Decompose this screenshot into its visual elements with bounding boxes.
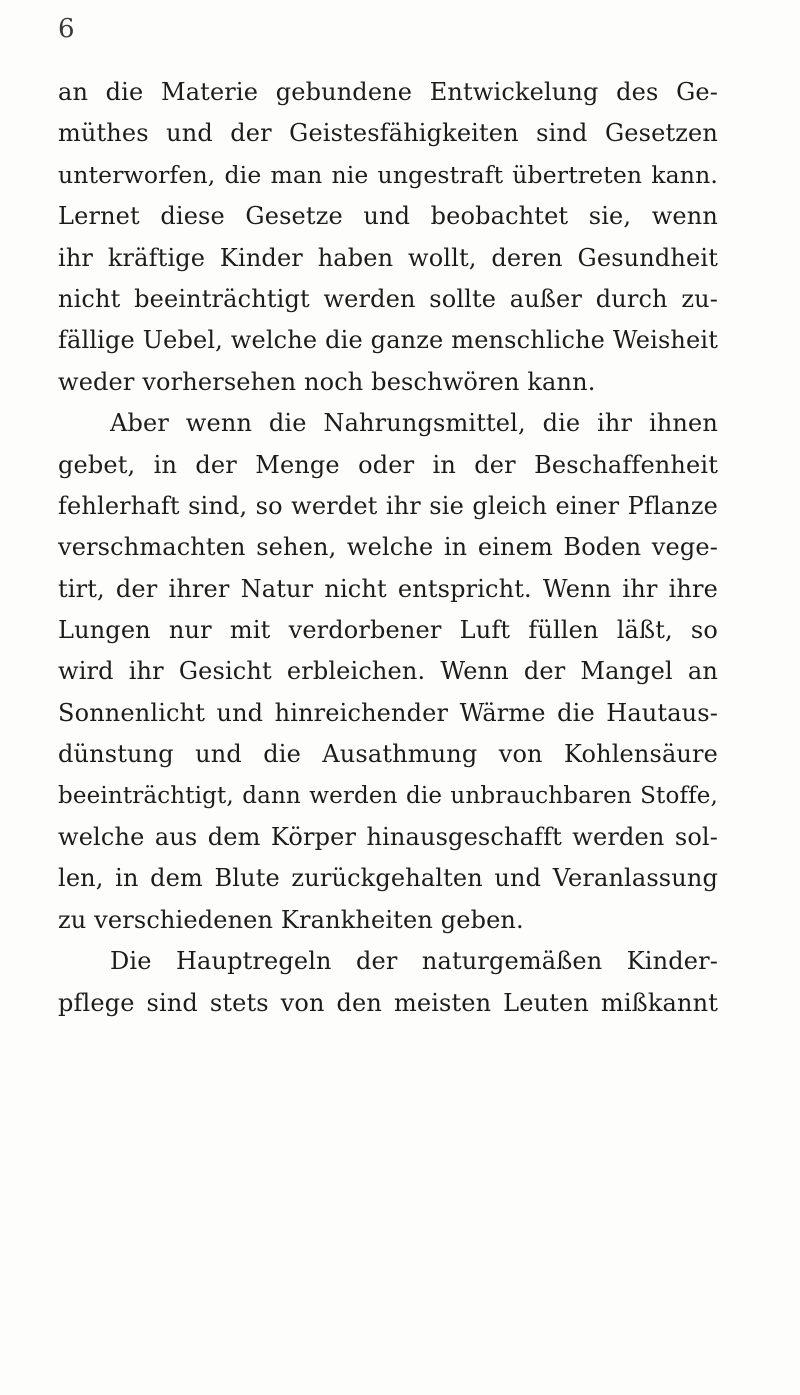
text-line: müthes und der Geistesfähigkeiten sind Gesetzen [58, 119, 718, 148]
body-text [58, 72, 718, 1024]
text-line: gebet, in der Menge oder in der Beschaffenheit [58, 450, 718, 479]
text-line: unterworfen, die man nie ungestraft übertreten kann. [58, 160, 718, 189]
text-line: pflege sind stets von den meisten Leuten mißkannt [58, 988, 718, 1017]
text-line: welche aus dem Körper hinausgeschafft werden sol- [58, 823, 718, 852]
text-line: Aber wenn die Nahrungsmittel, die ihr ihnen [110, 409, 718, 438]
text-line: fehlerhaft sind, so werdet ihr sie gleich einer Pflanze [58, 491, 718, 520]
text-line: fällige Uebel, welche die ganze menschliche Weisheit [58, 326, 718, 355]
text-line: Lungen nur mit verdorbener Luft füllen läßt, so [58, 616, 718, 645]
text-line: len, in dem Blute zurückgehalten und Veranlassung [58, 864, 718, 893]
text-line: Sonnenlicht und hinreichender Wärme die Hautaus- [58, 698, 718, 727]
text-line: wird ihr Gesicht erbleichen. Wenn der Mangel an [58, 657, 718, 686]
page-number: 6 [58, 14, 75, 44]
text-line: nicht beeinträchtigt werden sollte außer durch zu- [58, 284, 718, 313]
text-line: Lernet diese Gesetze und beobachtet sie, wenn [58, 202, 718, 231]
text-line: tirt, der ihrer Natur nicht entspricht. Wenn ihr ihre [58, 574, 718, 603]
text-line: verschmachten sehen, welche in einem Boden vege- [58, 533, 718, 562]
text-line: Die Hauptregeln der naturgemäßen Kinder- [110, 947, 718, 976]
text-line: zu verschiedenen Krankheiten geben. [58, 905, 524, 934]
text-line: weder vorhersehen noch beschwören kann. [58, 367, 596, 396]
text-line: dünstung und die Ausathmung von Kohlensäure [58, 740, 718, 769]
text-line: ihr kräftige Kinder haben wollt, deren Gesundheit [58, 243, 718, 272]
text-line: an die Materie gebundene Entwickelung des Ge- [58, 78, 718, 106]
text-line: beeinträchtigt, dann werden die unbrauchbaren Stoffe, [58, 782, 718, 809]
